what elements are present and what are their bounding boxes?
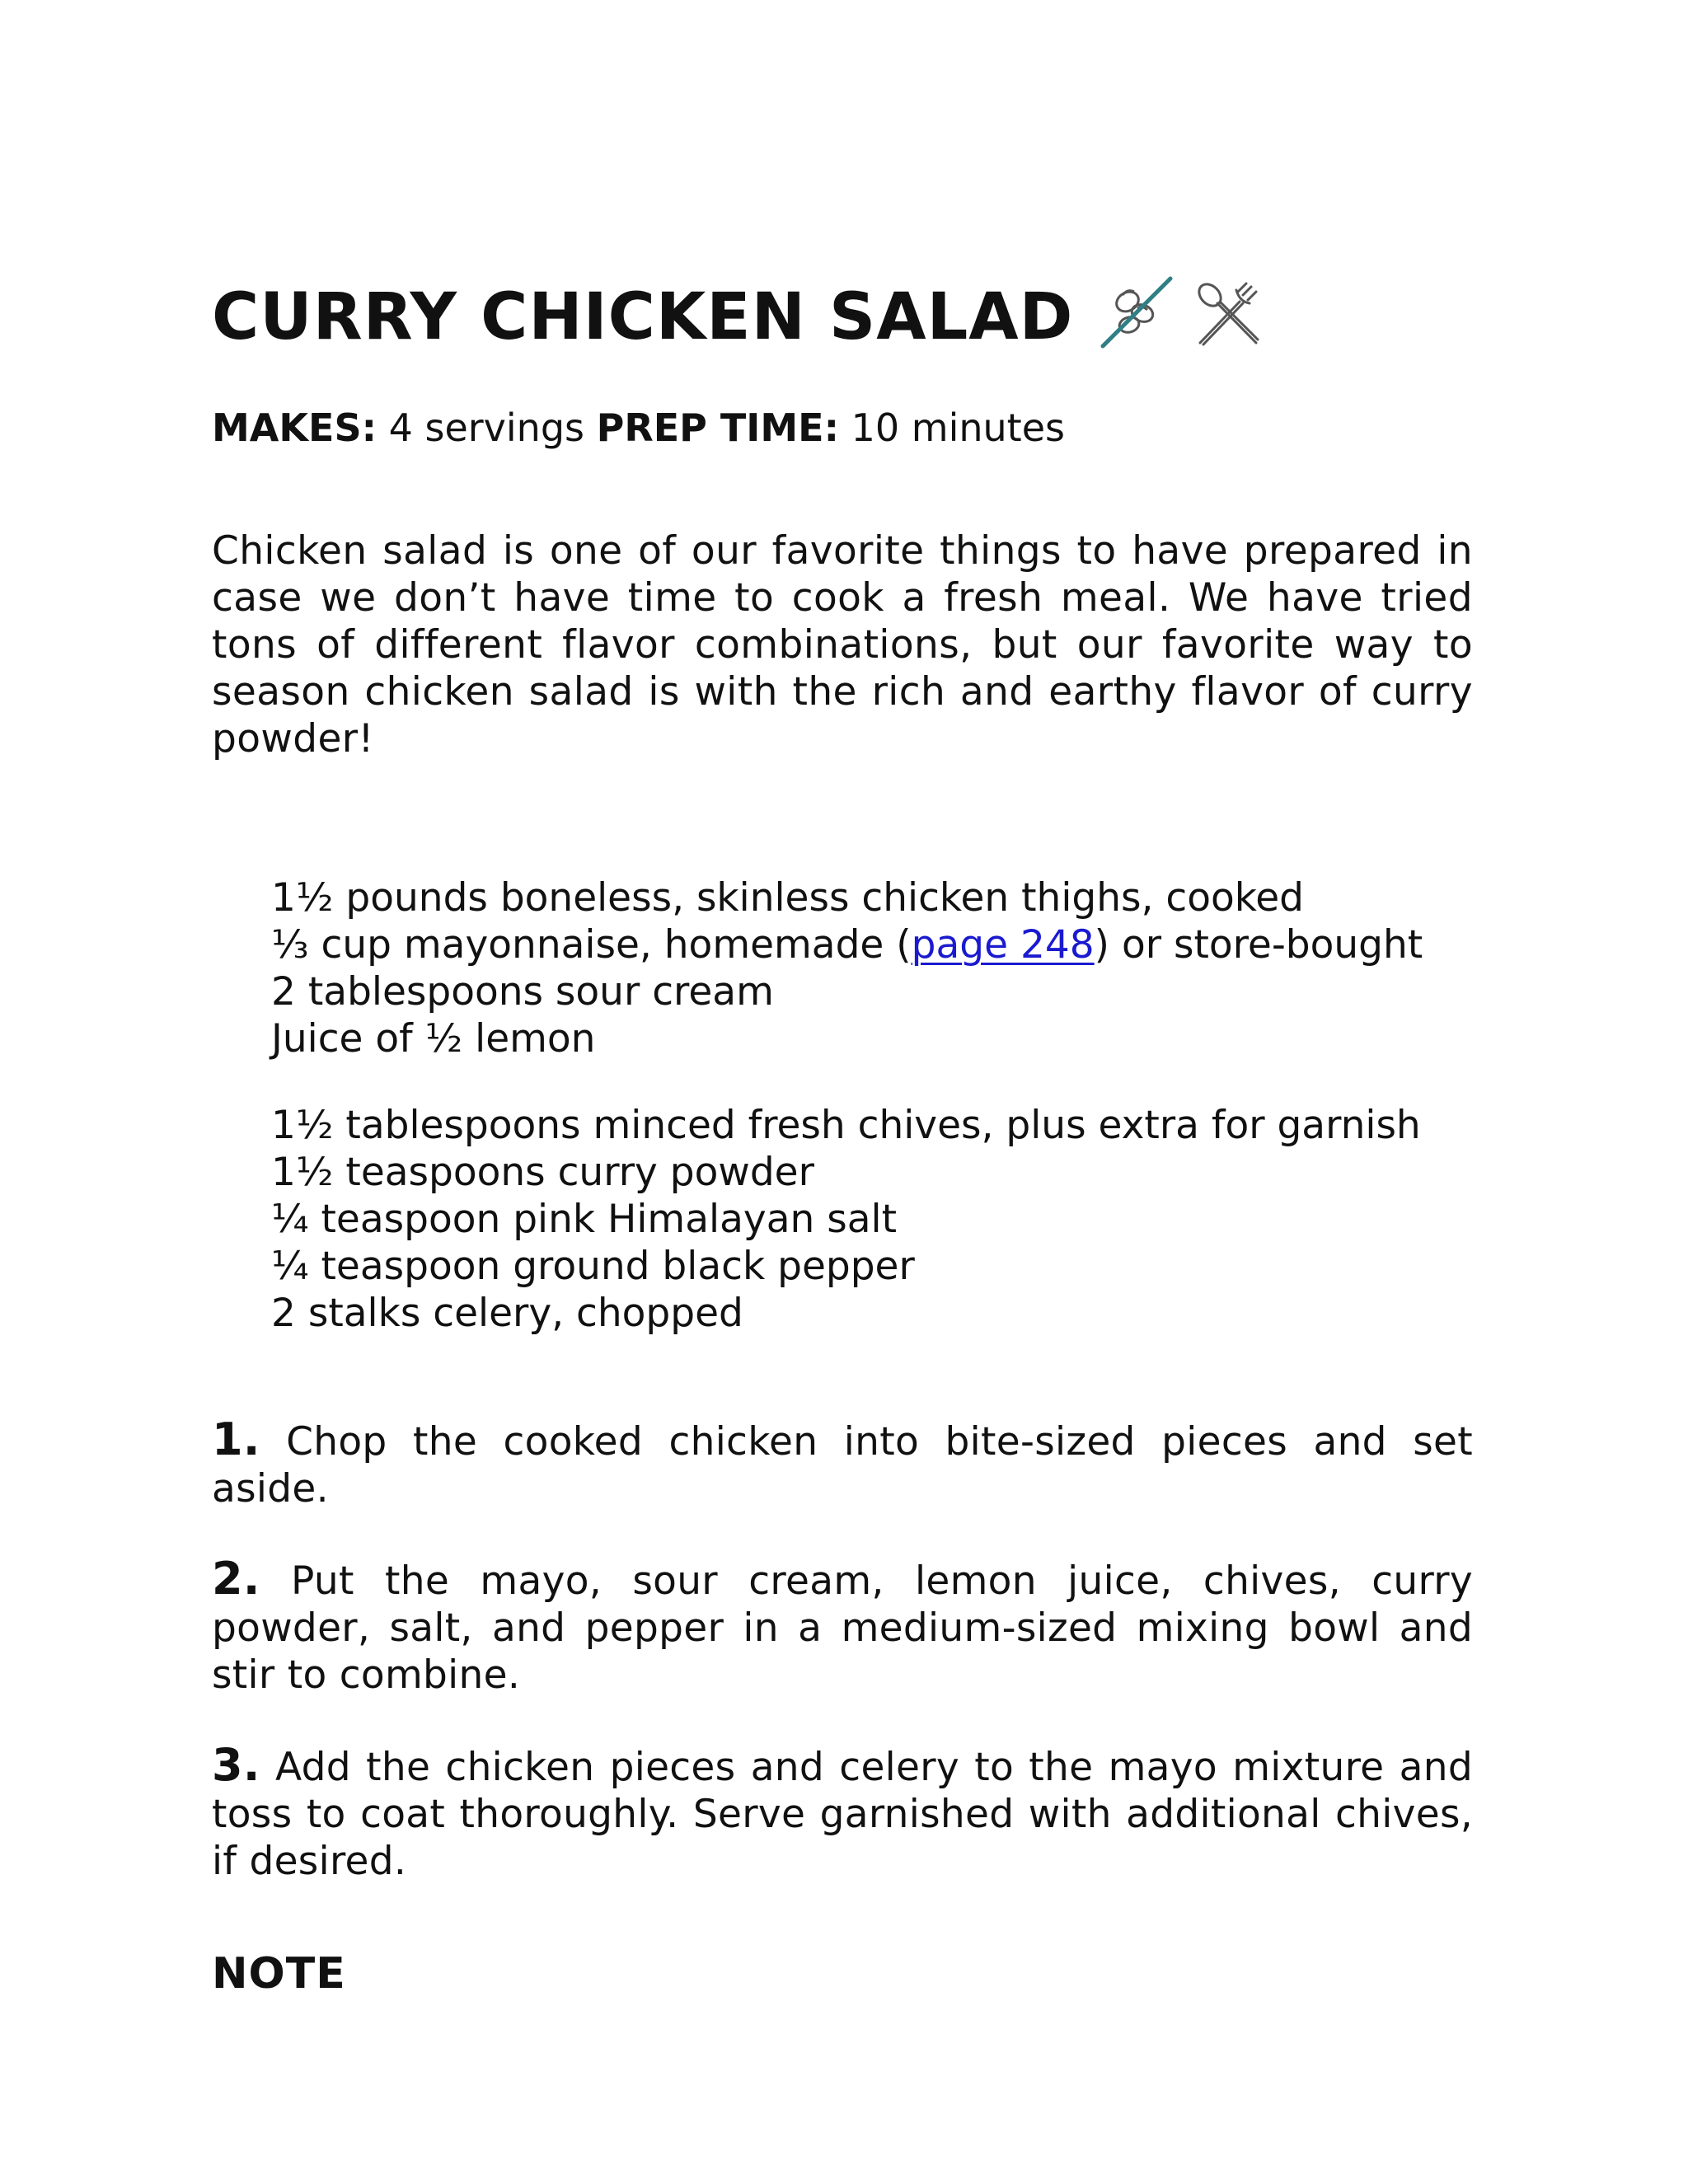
ingredient-text: ) or store-bought xyxy=(1094,921,1423,968)
dietary-icons xyxy=(1095,270,1266,356)
ingredients-list xyxy=(271,874,1473,1337)
step-text: Chop the cooked chicken into bite-sized pieces and set aside. xyxy=(212,1418,1473,1511)
instructions-list xyxy=(212,1413,1473,1885)
ingredient-item: 1½ pounds boneless, skinless chicken thighs, cooked xyxy=(271,874,1305,921)
page-reference-link[interactable]: page 248 xyxy=(911,921,1095,968)
recipe-title: CURRY CHICKEN SALAD xyxy=(212,280,1074,354)
ingredient-group xyxy=(271,1102,1473,1337)
ingredient-item: 1½ teaspoons curry powder xyxy=(271,1149,814,1195)
step-number: 1. xyxy=(212,1413,260,1465)
step-number: 3. xyxy=(212,1738,260,1791)
prep-time-value: 10 minutes xyxy=(851,405,1065,450)
prep-time-label: PREP TIME: xyxy=(596,405,839,450)
makes-label: MAKES: xyxy=(212,405,377,450)
instruction-step xyxy=(212,1413,1473,1512)
fork-spoon-icon xyxy=(1190,277,1266,356)
ingredient-item: ¼ teaspoon ground black pepper xyxy=(271,1243,915,1289)
makes-value: 4 servings xyxy=(388,405,584,450)
ingredient-item: 1½ tablespoons minced fresh chives, plus extra for garnish xyxy=(271,1102,1421,1148)
ingredient-item: ¼ teaspoon pink Himalayan salt xyxy=(271,1196,897,1242)
recipe-content xyxy=(212,264,1473,1999)
ingredient-item: 2 stalks celery, chopped xyxy=(271,1290,743,1336)
no-nuts-icon xyxy=(1095,270,1177,356)
step-text: Put the mayo, sour cream, lemon juice, chives, curry powder, salt, and pepper in a medium-sized mixing bowl and stir to combine. xyxy=(212,1558,1473,1698)
note-heading: NOTE xyxy=(212,1948,346,1999)
title-row xyxy=(212,264,1473,356)
ingredient-text: ⅓ cup mayonnaise, homemade ( xyxy=(271,921,912,968)
ingredient-item: 2 tablespoons sour cream xyxy=(271,968,774,1015)
ingredient-item xyxy=(271,921,1473,968)
ingredient-group xyxy=(271,874,1473,1062)
step-text: Add the chicken pieces and celery to the mayo mixture and toss to coat thoroughly. Serve garnished with additional chives, if desired. xyxy=(212,1744,1473,1884)
instruction-step xyxy=(212,1738,1473,1885)
ingredient-item: Juice of ½ lemon xyxy=(271,1015,596,1062)
step-number: 2. xyxy=(212,1552,260,1605)
instruction-step xyxy=(212,1552,1473,1699)
recipe-intro: Chicken salad is one of our favorite things to have prepared in case we don’t have time to cook a fresh meal. We have tried tons of different flavor combinations, but our favorite way to season chicken salad is with the rich and earthy flavor of curry powder! xyxy=(212,527,1473,762)
recipe-meta xyxy=(212,404,1473,453)
